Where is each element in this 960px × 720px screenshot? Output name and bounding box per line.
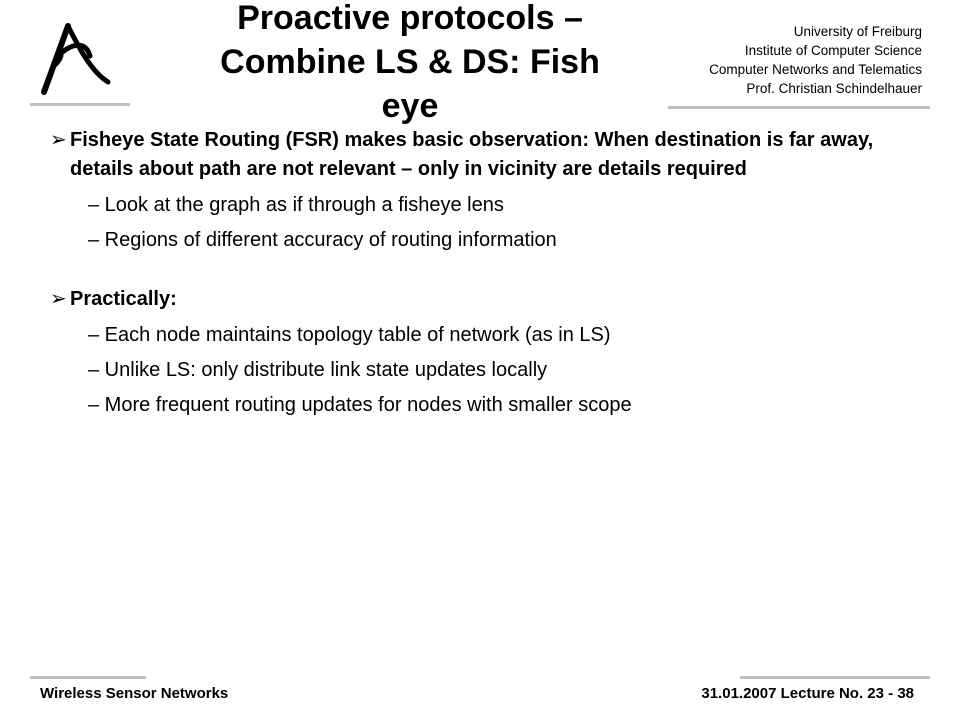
header-rule-left [30, 103, 130, 106]
affiliation-line: Institute of Computer Science [744, 43, 922, 58]
footer-rule-right [740, 676, 930, 679]
arrow-bullet-icon: ➢ [50, 288, 67, 310]
sub-item: – More frequent routing updates for nodes with smaller scope [88, 394, 632, 416]
slide-body [50, 126, 920, 419]
footer-lecture-info: 31.01.2007 Lecture No. 23 - 38 [701, 685, 914, 702]
slide-title [180, 0, 640, 128]
header-rule-right [668, 106, 930, 109]
sub-item: – Each node maintains topology table of network (as in LS) [88, 324, 611, 346]
affiliation-block [622, 22, 922, 98]
university-logo-icon [30, 8, 130, 108]
footer-rule-left [30, 676, 146, 679]
bullet-text: Practically: [70, 288, 177, 310]
bullet-text: Fisheye State Routing (FSR) makes basic observation: When destination is far away, details about path are not relevant – only in vicinity are details required [70, 129, 874, 180]
slide-title-line: Combine LS & DS: Fish [220, 43, 600, 81]
slide-title-line: Proactive protocols – [237, 0, 583, 37]
affiliation-line: University of Freiburg [793, 24, 922, 39]
sub-item: – Regions of different accuracy of routing information [88, 229, 557, 251]
arrow-bullet-icon: ➢ [50, 129, 67, 151]
affiliation-line: Computer Networks and Telematics [709, 62, 922, 77]
footer-course-title: Wireless Sensor Networks [40, 685, 229, 702]
sub-item: – Unlike LS: only distribute link state updates locally [88, 359, 548, 381]
slide-title-line: eye [381, 87, 439, 125]
bullet-item [50, 126, 920, 184]
sub-item: – Look at the graph as if through a fisheye lens [88, 194, 504, 216]
affiliation-line: Prof. Christian Schindelhauer [746, 81, 922, 96]
bullet-item [50, 285, 920, 314]
